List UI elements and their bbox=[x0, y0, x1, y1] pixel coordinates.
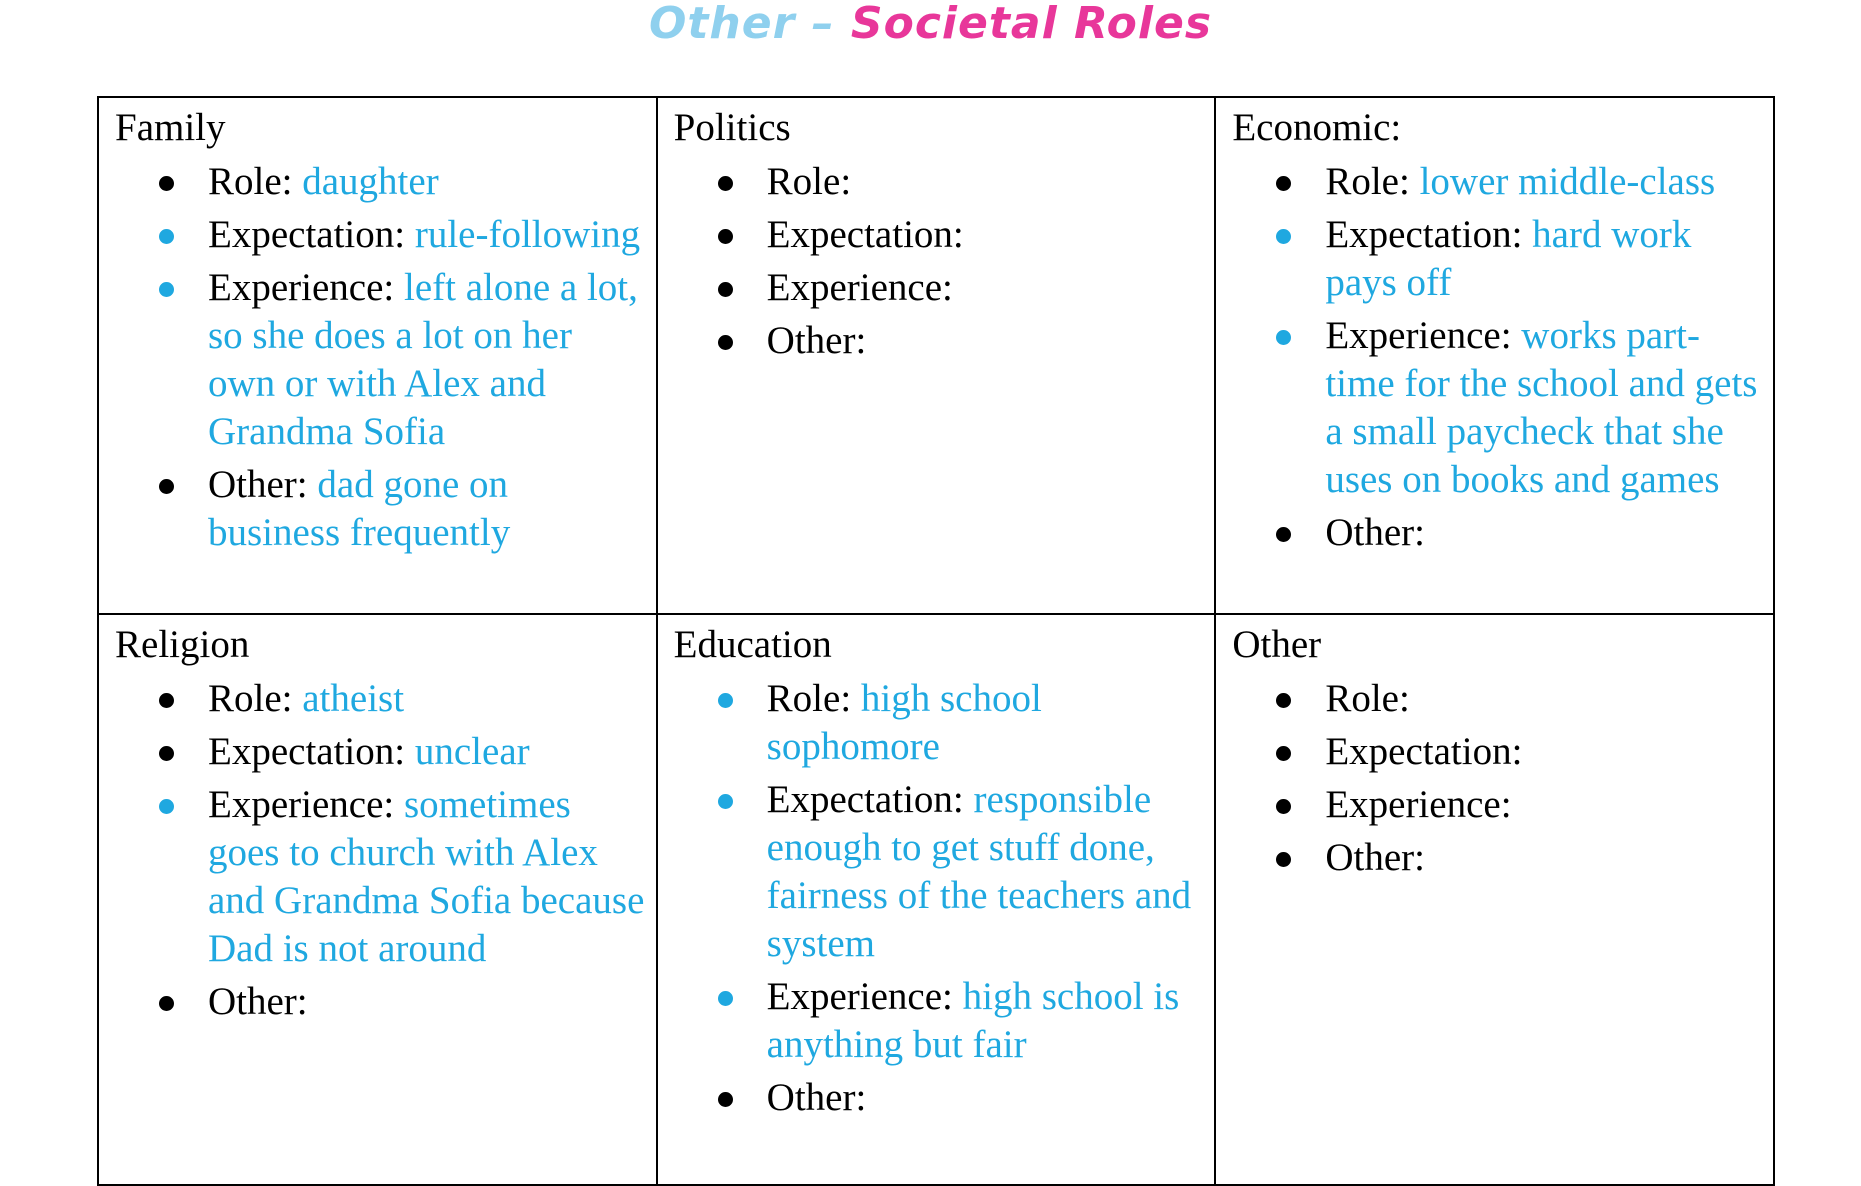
list-item bbox=[115, 158, 646, 206]
societal-roles-table bbox=[97, 96, 1775, 1186]
bullet-icon bbox=[1276, 330, 1291, 345]
bullet-icon bbox=[159, 176, 174, 191]
cell-heading: Education bbox=[673, 623, 832, 667]
cell-heading: Religion bbox=[115, 623, 250, 667]
item-label: Other: bbox=[766, 319, 867, 362]
bullet-icon bbox=[718, 335, 733, 350]
list-item bbox=[115, 461, 646, 557]
item-label: Experience: bbox=[766, 266, 953, 309]
item-label: Expectation: bbox=[208, 213, 415, 256]
item-value: rule-following bbox=[414, 213, 641, 256]
list-item bbox=[1232, 509, 1763, 557]
bullet-list bbox=[115, 675, 646, 1026]
item-label: Role: bbox=[1325, 160, 1420, 203]
item-value: responsible enough to get stuff done, fairness of the teachers and system bbox=[766, 778, 1192, 966]
item-label: Experience: bbox=[1325, 314, 1522, 357]
cell-economic bbox=[1215, 97, 1774, 614]
item-value: daughter bbox=[302, 160, 439, 203]
title-main: Societal Roles bbox=[850, 0, 1213, 49]
bullet-icon bbox=[1276, 527, 1291, 542]
item-value: left alone a lot, so she does a lot on her own or with Alex and Grandma Sofia bbox=[208, 266, 638, 453]
item-label: Role: bbox=[766, 677, 861, 721]
cell-heading: Family bbox=[115, 106, 226, 149]
list-item bbox=[115, 264, 646, 456]
bullet-icon bbox=[718, 794, 733, 809]
bullet-icon bbox=[718, 282, 733, 297]
list-item bbox=[1232, 158, 1763, 206]
cell-heading: Other bbox=[1232, 623, 1322, 667]
list-item bbox=[115, 675, 646, 723]
item-label: Other: bbox=[208, 980, 308, 1024]
cell-other bbox=[1215, 614, 1774, 1185]
bullet-icon bbox=[1276, 746, 1291, 761]
item-label: Expectation: bbox=[208, 730, 415, 774]
item-label: Experience: bbox=[766, 975, 963, 1019]
item-label: Experience: bbox=[1325, 783, 1512, 827]
item-label: Other: bbox=[1325, 836, 1425, 880]
list-item bbox=[674, 317, 1205, 365]
bullet-icon bbox=[718, 176, 733, 191]
item-label: Expectation: bbox=[1325, 730, 1523, 774]
bullet-icon bbox=[159, 479, 174, 494]
bullet-icon bbox=[1276, 229, 1291, 244]
list-item bbox=[1232, 728, 1763, 776]
bullet-icon bbox=[159, 229, 174, 244]
item-label: Other: bbox=[208, 463, 318, 506]
bullet-list bbox=[1232, 158, 1763, 557]
list-item bbox=[674, 1074, 1205, 1122]
bullet-icon bbox=[1276, 852, 1291, 867]
bullet-icon bbox=[718, 229, 733, 244]
item-value: unclear bbox=[414, 730, 530, 774]
bullet-icon bbox=[159, 746, 174, 761]
cell-politics bbox=[657, 97, 1216, 614]
bullet-list bbox=[674, 675, 1205, 1122]
list-item bbox=[674, 973, 1205, 1069]
cell-heading: Politics bbox=[673, 106, 791, 149]
title-prefix: Other – bbox=[648, 0, 851, 49]
item-label: Role: bbox=[766, 160, 852, 203]
bullet-icon bbox=[718, 693, 733, 708]
item-value: dad gone on business frequently bbox=[208, 463, 511, 554]
list-item bbox=[674, 158, 1205, 206]
list-item bbox=[115, 728, 646, 776]
bullet-icon bbox=[1276, 176, 1291, 191]
bullet-icon bbox=[159, 799, 174, 814]
item-value: lower middle-class bbox=[1419, 160, 1716, 203]
bullet-list bbox=[674, 158, 1205, 365]
item-label: Experience: bbox=[208, 266, 404, 309]
item-label: Other: bbox=[766, 1076, 867, 1120]
bullet-icon bbox=[159, 693, 174, 708]
item-value: high school sophomore bbox=[766, 677, 1042, 769]
bullet-icon bbox=[718, 1092, 733, 1107]
list-item bbox=[1232, 312, 1763, 504]
cell-education bbox=[657, 614, 1216, 1185]
list-item bbox=[1232, 675, 1763, 723]
list-item bbox=[115, 781, 646, 973]
bullet-icon bbox=[159, 282, 174, 297]
table-row bbox=[98, 614, 1774, 1185]
item-value: sometimes goes to church with Alex and Grandma Sofia because Dad is not around bbox=[208, 783, 645, 971]
cell-heading: Economic: bbox=[1232, 106, 1402, 149]
item-label: Expectation: bbox=[766, 213, 964, 256]
list-item bbox=[674, 211, 1205, 259]
list-item bbox=[1232, 781, 1763, 829]
bullet-icon bbox=[159, 996, 174, 1011]
table-row bbox=[98, 97, 1774, 614]
list-item bbox=[1232, 211, 1763, 307]
page-title bbox=[0, 0, 1861, 48]
list-item bbox=[674, 776, 1205, 968]
item-value: works part-time for the school and gets a small paycheck that she uses on books and games bbox=[1325, 314, 1758, 501]
cell-religion bbox=[98, 614, 657, 1185]
bullet-icon bbox=[1276, 693, 1291, 708]
item-label: Expectation: bbox=[766, 778, 974, 822]
item-label: Expectation: bbox=[1325, 213, 1533, 256]
bullet-icon bbox=[1276, 799, 1291, 814]
bullet-list bbox=[115, 158, 646, 557]
bullet-list bbox=[1232, 675, 1763, 882]
item-value: atheist bbox=[302, 677, 405, 721]
list-item bbox=[674, 675, 1205, 771]
cell-family bbox=[98, 97, 657, 614]
item-label: Experience: bbox=[208, 783, 404, 827]
item-label: Role: bbox=[208, 677, 303, 721]
item-label: Role: bbox=[1325, 677, 1410, 721]
list-item bbox=[674, 264, 1205, 312]
item-label: Role: bbox=[208, 160, 303, 203]
item-value: high school is anything but fair bbox=[766, 975, 1180, 1067]
list-item bbox=[1232, 834, 1763, 882]
list-item bbox=[115, 211, 646, 259]
item-value: hard work pays off bbox=[1325, 213, 1692, 304]
list-item bbox=[115, 978, 646, 1026]
bullet-icon bbox=[718, 991, 733, 1006]
item-label: Other: bbox=[1325, 511, 1425, 554]
